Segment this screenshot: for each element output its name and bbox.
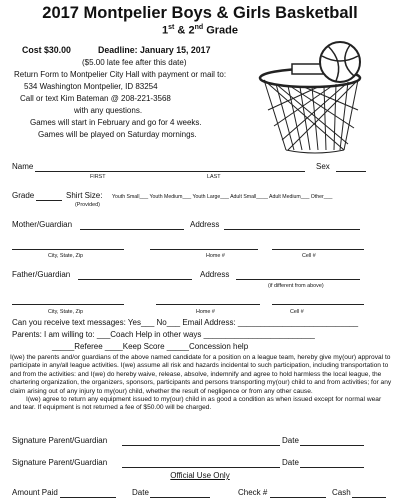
check-number-field[interactable] bbox=[270, 497, 326, 498]
amount-paid-field[interactable] bbox=[60, 497, 116, 498]
games-start-text: Games will start in February and go for 4 weeks. bbox=[30, 118, 202, 127]
shirt-size-options[interactable]: Youth Small___ Youth Medium___ Youth Large___ Adult Small____ Adult Medium___ Other___ bbox=[112, 194, 333, 200]
city2-label: City, State, Zip bbox=[48, 309, 83, 315]
deadline-text: Deadline: January 15, 2017 bbox=[98, 45, 211, 55]
grade-first-sup: st bbox=[168, 24, 175, 31]
mother-guardian-field[interactable] bbox=[80, 229, 184, 230]
mother-guardian-label: Mother/Guardian bbox=[12, 220, 73, 229]
home-phone-field[interactable] bbox=[150, 249, 258, 250]
cell2-phone-label: Cell # bbox=[290, 309, 304, 315]
date1-field[interactable] bbox=[300, 445, 364, 446]
address-field[interactable] bbox=[224, 229, 360, 230]
father-guardian-label: Father/Guardian bbox=[12, 270, 71, 279]
provided-label: (Provided) bbox=[75, 202, 100, 208]
grade-field[interactable] bbox=[36, 200, 62, 201]
equipment-paragraph: I(we) agree to return any equipment issued to my(our) child in as good a condition as when issued except for normal wear and tear. If equipment is not returned a fee of $50.00 will be charged. bbox=[10, 396, 382, 412]
signature2-label: Signature Parent/Guardian bbox=[12, 458, 108, 467]
official-date-label: Date bbox=[132, 488, 149, 497]
name-field[interactable] bbox=[35, 171, 305, 172]
grade-amp: & bbox=[177, 24, 186, 37]
cell-phone-field[interactable] bbox=[272, 249, 364, 250]
official-use-heading: Official Use Only bbox=[170, 471, 230, 480]
last-label: LAST bbox=[207, 174, 221, 180]
volunteer-line[interactable]: Parents: I am willing to: ___Coach Help in other ways _________________________ bbox=[12, 330, 315, 339]
cost-text: Cost $30.00 bbox=[22, 45, 71, 55]
cell-phone-label: Cell # bbox=[302, 253, 316, 259]
amount-paid-label: Amount Paid bbox=[12, 488, 58, 497]
basketball-hoop-icon bbox=[258, 40, 378, 155]
name-label: Name bbox=[12, 162, 34, 171]
return-form-text: Return Form to Montpelier City Hall with payment or mail to: bbox=[14, 70, 227, 79]
shirt-size-label: Shirt Size: bbox=[66, 191, 103, 200]
grade-label: Grade bbox=[12, 191, 35, 200]
questions-text: with any questions. bbox=[74, 106, 143, 115]
games-saturday-text: Games will be played on Saturday mornings. bbox=[38, 130, 197, 139]
city-label: City, State, Zip bbox=[48, 253, 83, 259]
cash-field[interactable] bbox=[352, 497, 386, 498]
text-messages-question[interactable]: Can you receive text messages: Yes___ No___ Email Address: ___________________________ bbox=[12, 318, 359, 327]
address2-field[interactable] bbox=[236, 279, 360, 280]
late-fee-text: ($5.00 late fee after this date) bbox=[82, 58, 187, 67]
sex-field[interactable] bbox=[336, 171, 366, 172]
grade-first: 1 bbox=[162, 24, 169, 37]
home2-phone-field[interactable] bbox=[156, 304, 260, 305]
home-phone-label: Home # bbox=[206, 253, 225, 259]
contact-text: Call or text Kim Bateman @ 208-221-3568 bbox=[20, 94, 171, 103]
grade-second: 2 bbox=[188, 24, 195, 37]
page-title: 2017 Montpelier Boys & Girls Basketball bbox=[42, 4, 358, 22]
address-label: Address bbox=[190, 220, 220, 229]
date2-label: Date bbox=[282, 458, 299, 467]
grade-second-sup: nd bbox=[194, 24, 204, 31]
grade-suffix: Grade bbox=[206, 24, 238, 37]
mail-address-text: 534 Washington Montpelier, ID 83254 bbox=[24, 82, 158, 91]
home2-phone-label: Home # bbox=[196, 309, 215, 315]
city-field[interactable] bbox=[12, 249, 124, 250]
signature1-label: Signature Parent/Guardian bbox=[12, 436, 108, 445]
father-guardian-field[interactable] bbox=[78, 279, 192, 280]
check-number-label: Check # bbox=[238, 488, 268, 497]
different-address-label: (if different from above) bbox=[268, 283, 324, 289]
sex-label: Sex bbox=[316, 162, 330, 171]
date1-label: Date bbox=[282, 436, 299, 445]
first-label: FIRST bbox=[90, 174, 106, 180]
official-date-field[interactable] bbox=[150, 497, 210, 498]
signature2-field[interactable] bbox=[122, 467, 280, 468]
address2-label: Address bbox=[200, 270, 230, 279]
waiver-paragraph: I(we) the parents and/or guardians of the above named candidate for a position on a league team, hereby give my(our) approval to participate in any/all league activities. I(we) assume all risk and hazards incidental to such participation, including transportation to and from the activities: and I(we) do hereby waive, release, absolve, indemnify and agree to hold harmless the local league, the chartering organization, the organizers, sponsors, participants and persons transporting my(our) child to and from activities; for any claim arising out of any injury to my(our) child, whether the result of negligence or from any other cause. bbox=[10, 354, 392, 395]
city2-field[interactable] bbox=[12, 304, 124, 305]
cash-label: Cash bbox=[332, 488, 351, 497]
volunteer-roles-line[interactable]: _____Referee ____Keep Score _____Concession help bbox=[52, 342, 249, 351]
signature1-field[interactable] bbox=[122, 445, 280, 446]
date2-field[interactable] bbox=[300, 467, 364, 468]
grade-subtitle bbox=[0, 24, 400, 37]
cell2-phone-field[interactable] bbox=[272, 304, 364, 305]
